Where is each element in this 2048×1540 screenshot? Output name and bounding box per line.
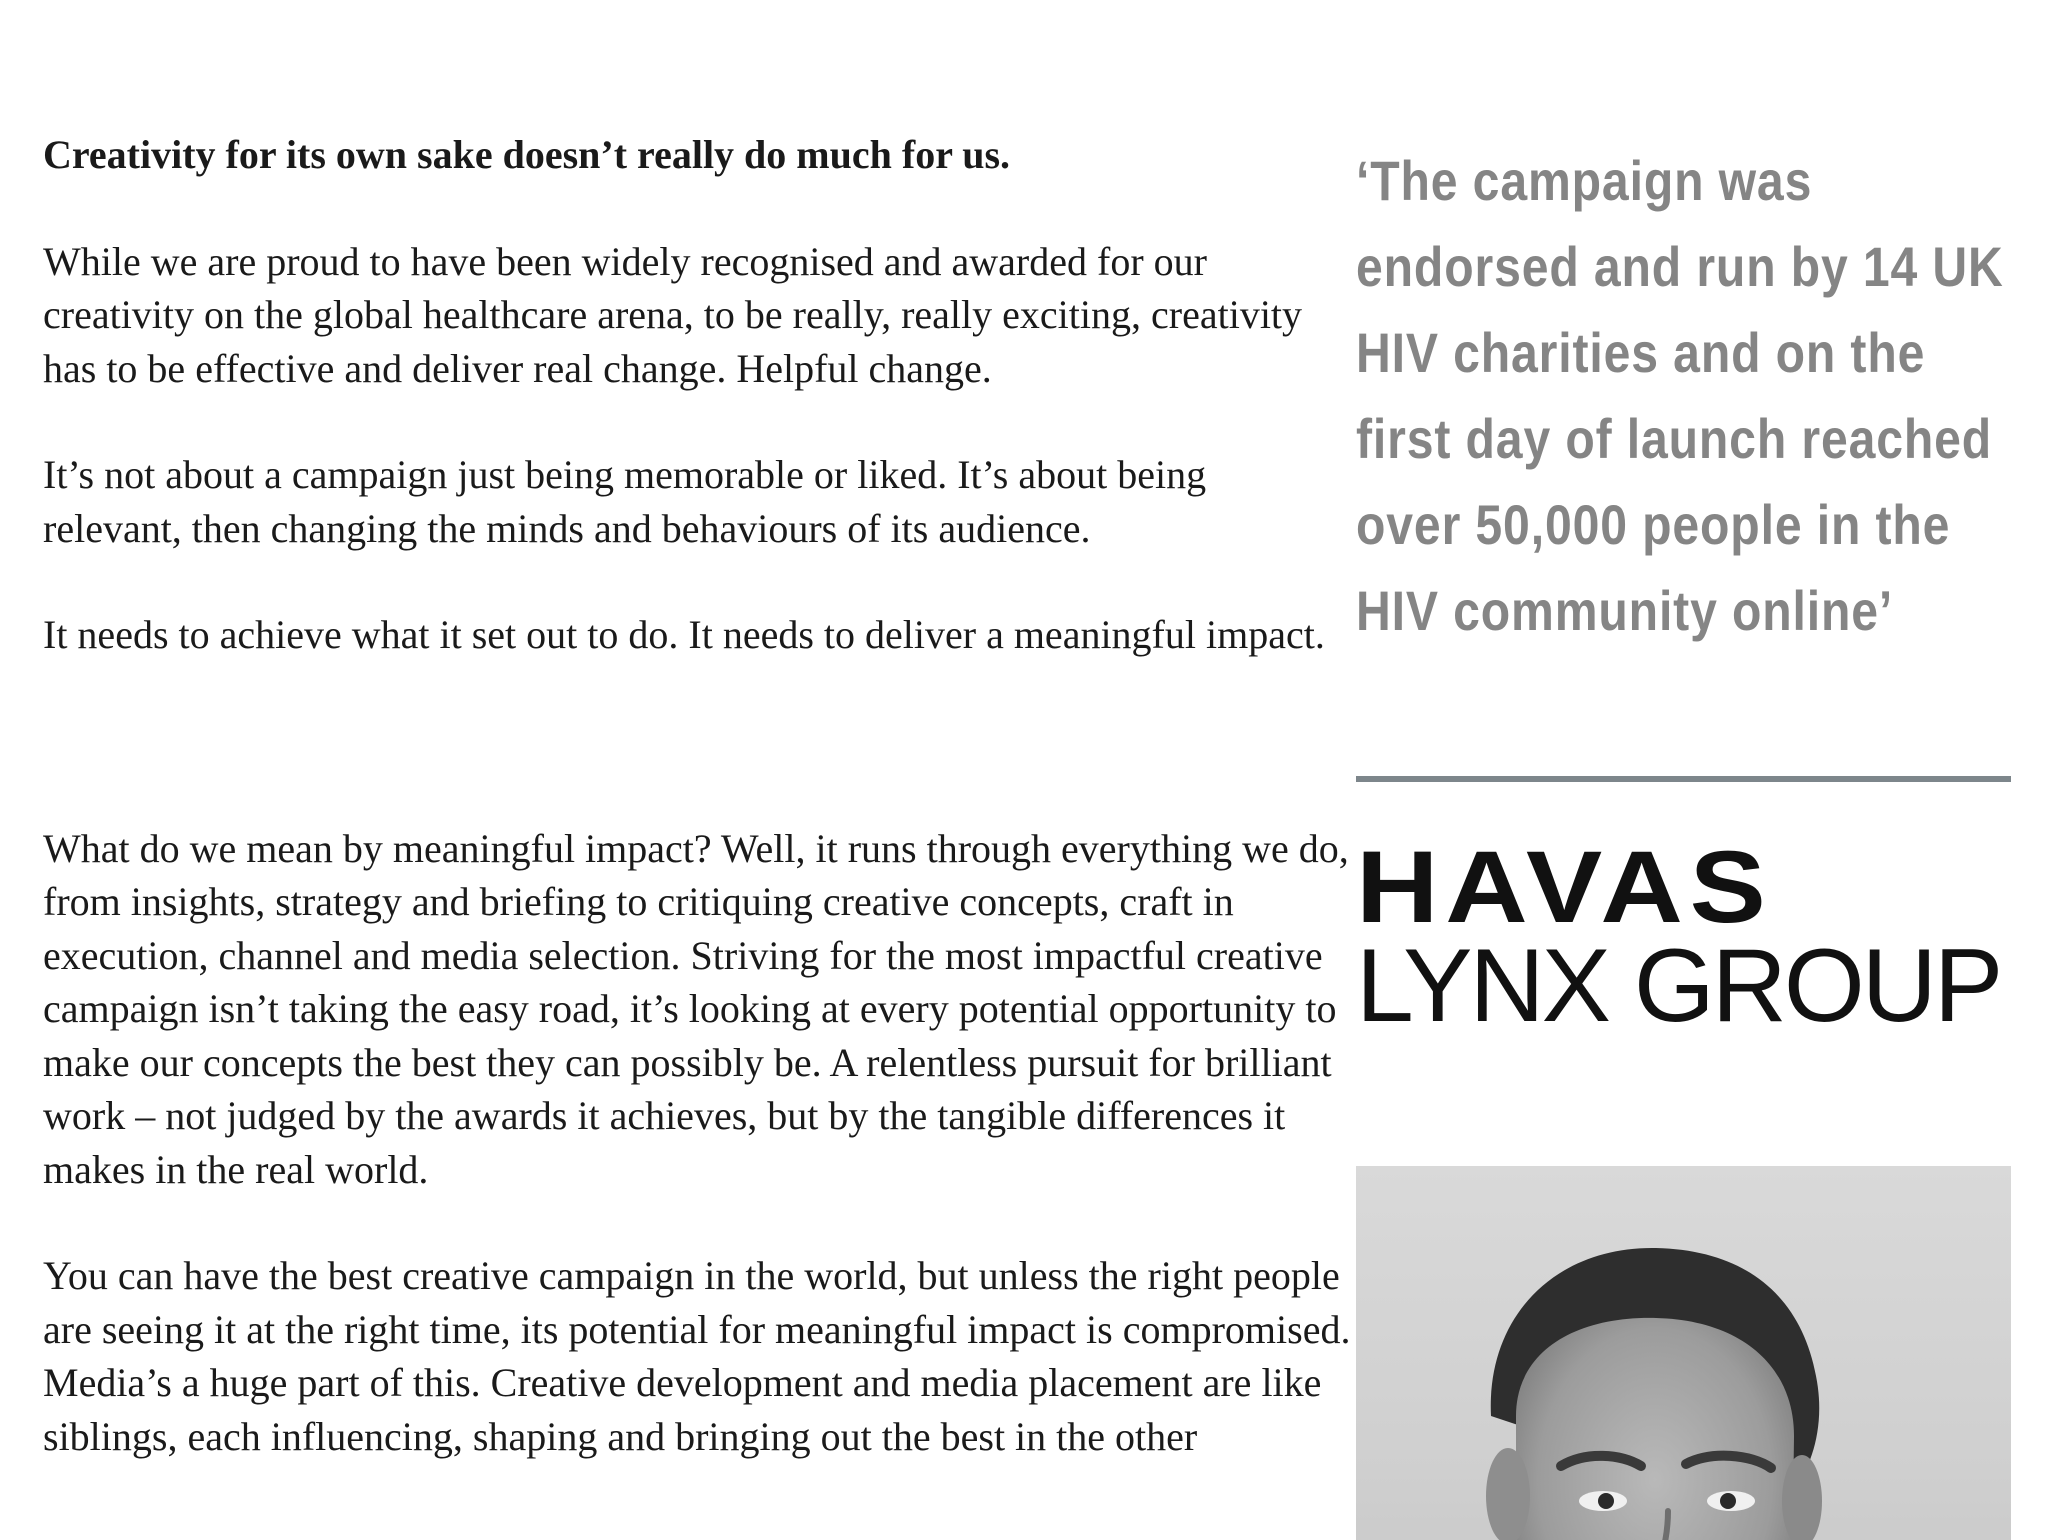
body-paragraph: What do we mean by meaningful impact? Well, it runs through everything we do, from insights, strategy and briefing to critiquing creative concepts, craft in execution, channel and media selection. Striving for the most impactful creative campaign isn’t taking the easy road, it’s looking at every potential opportunity to make our concepts the best they can possibly be. A relentless pursuit for brilliant work – not judged by the awards it achieves, but by the tangible differences it makes in the real world.: [43, 825, 1349, 1192]
body-paragraph: It’s not about a campaign just being memorable or liked. It’s about being relevant, then changing the minds and behaviours of its audience.: [43, 452, 1207, 551]
body-paragraph: It needs to achieve what it set out to do. It needs to deliver a meaningful impact.: [43, 612, 1325, 657]
divider-rule: [1356, 776, 2011, 782]
sidebar: [1356, 138, 2011, 1044]
lead-paragraph: Creativity for its own sake doesn’t really do much for us.: [43, 132, 1011, 177]
portrait-illustration: [1356, 1166, 2011, 1540]
logo-line-lynx-group: LYNX GROUP: [1356, 928, 2001, 1044]
body-paragraph: While we are proud to have been widely recognised and awarded for our creativity on the global healthcare arena, to be really, really exciting, creativity has to be effective and deliver real change. Helpful change.: [43, 238, 1303, 391]
pull-quote: ‘The campaign was endorsed and run by 14 UK HIV charities and on the first day of launch reached over 50,000 people in the HIV community online’: [1356, 149, 2004, 642]
portrait-photo: [1356, 1166, 2011, 1540]
logo-line-havas: HAVAS: [1356, 842, 1773, 932]
company-logo: [1356, 842, 2011, 1044]
body-paragraph: You can have the best creative campaign in the world, but unless the right people are seeing it at the right time, its potential for meaningful impact is compromised. Media’s a huge part of this. Creative development and media placement are like siblings, each influencing, shaping and bringing out the best in the other: [43, 1253, 1351, 1459]
article-body: [43, 128, 1353, 1463]
